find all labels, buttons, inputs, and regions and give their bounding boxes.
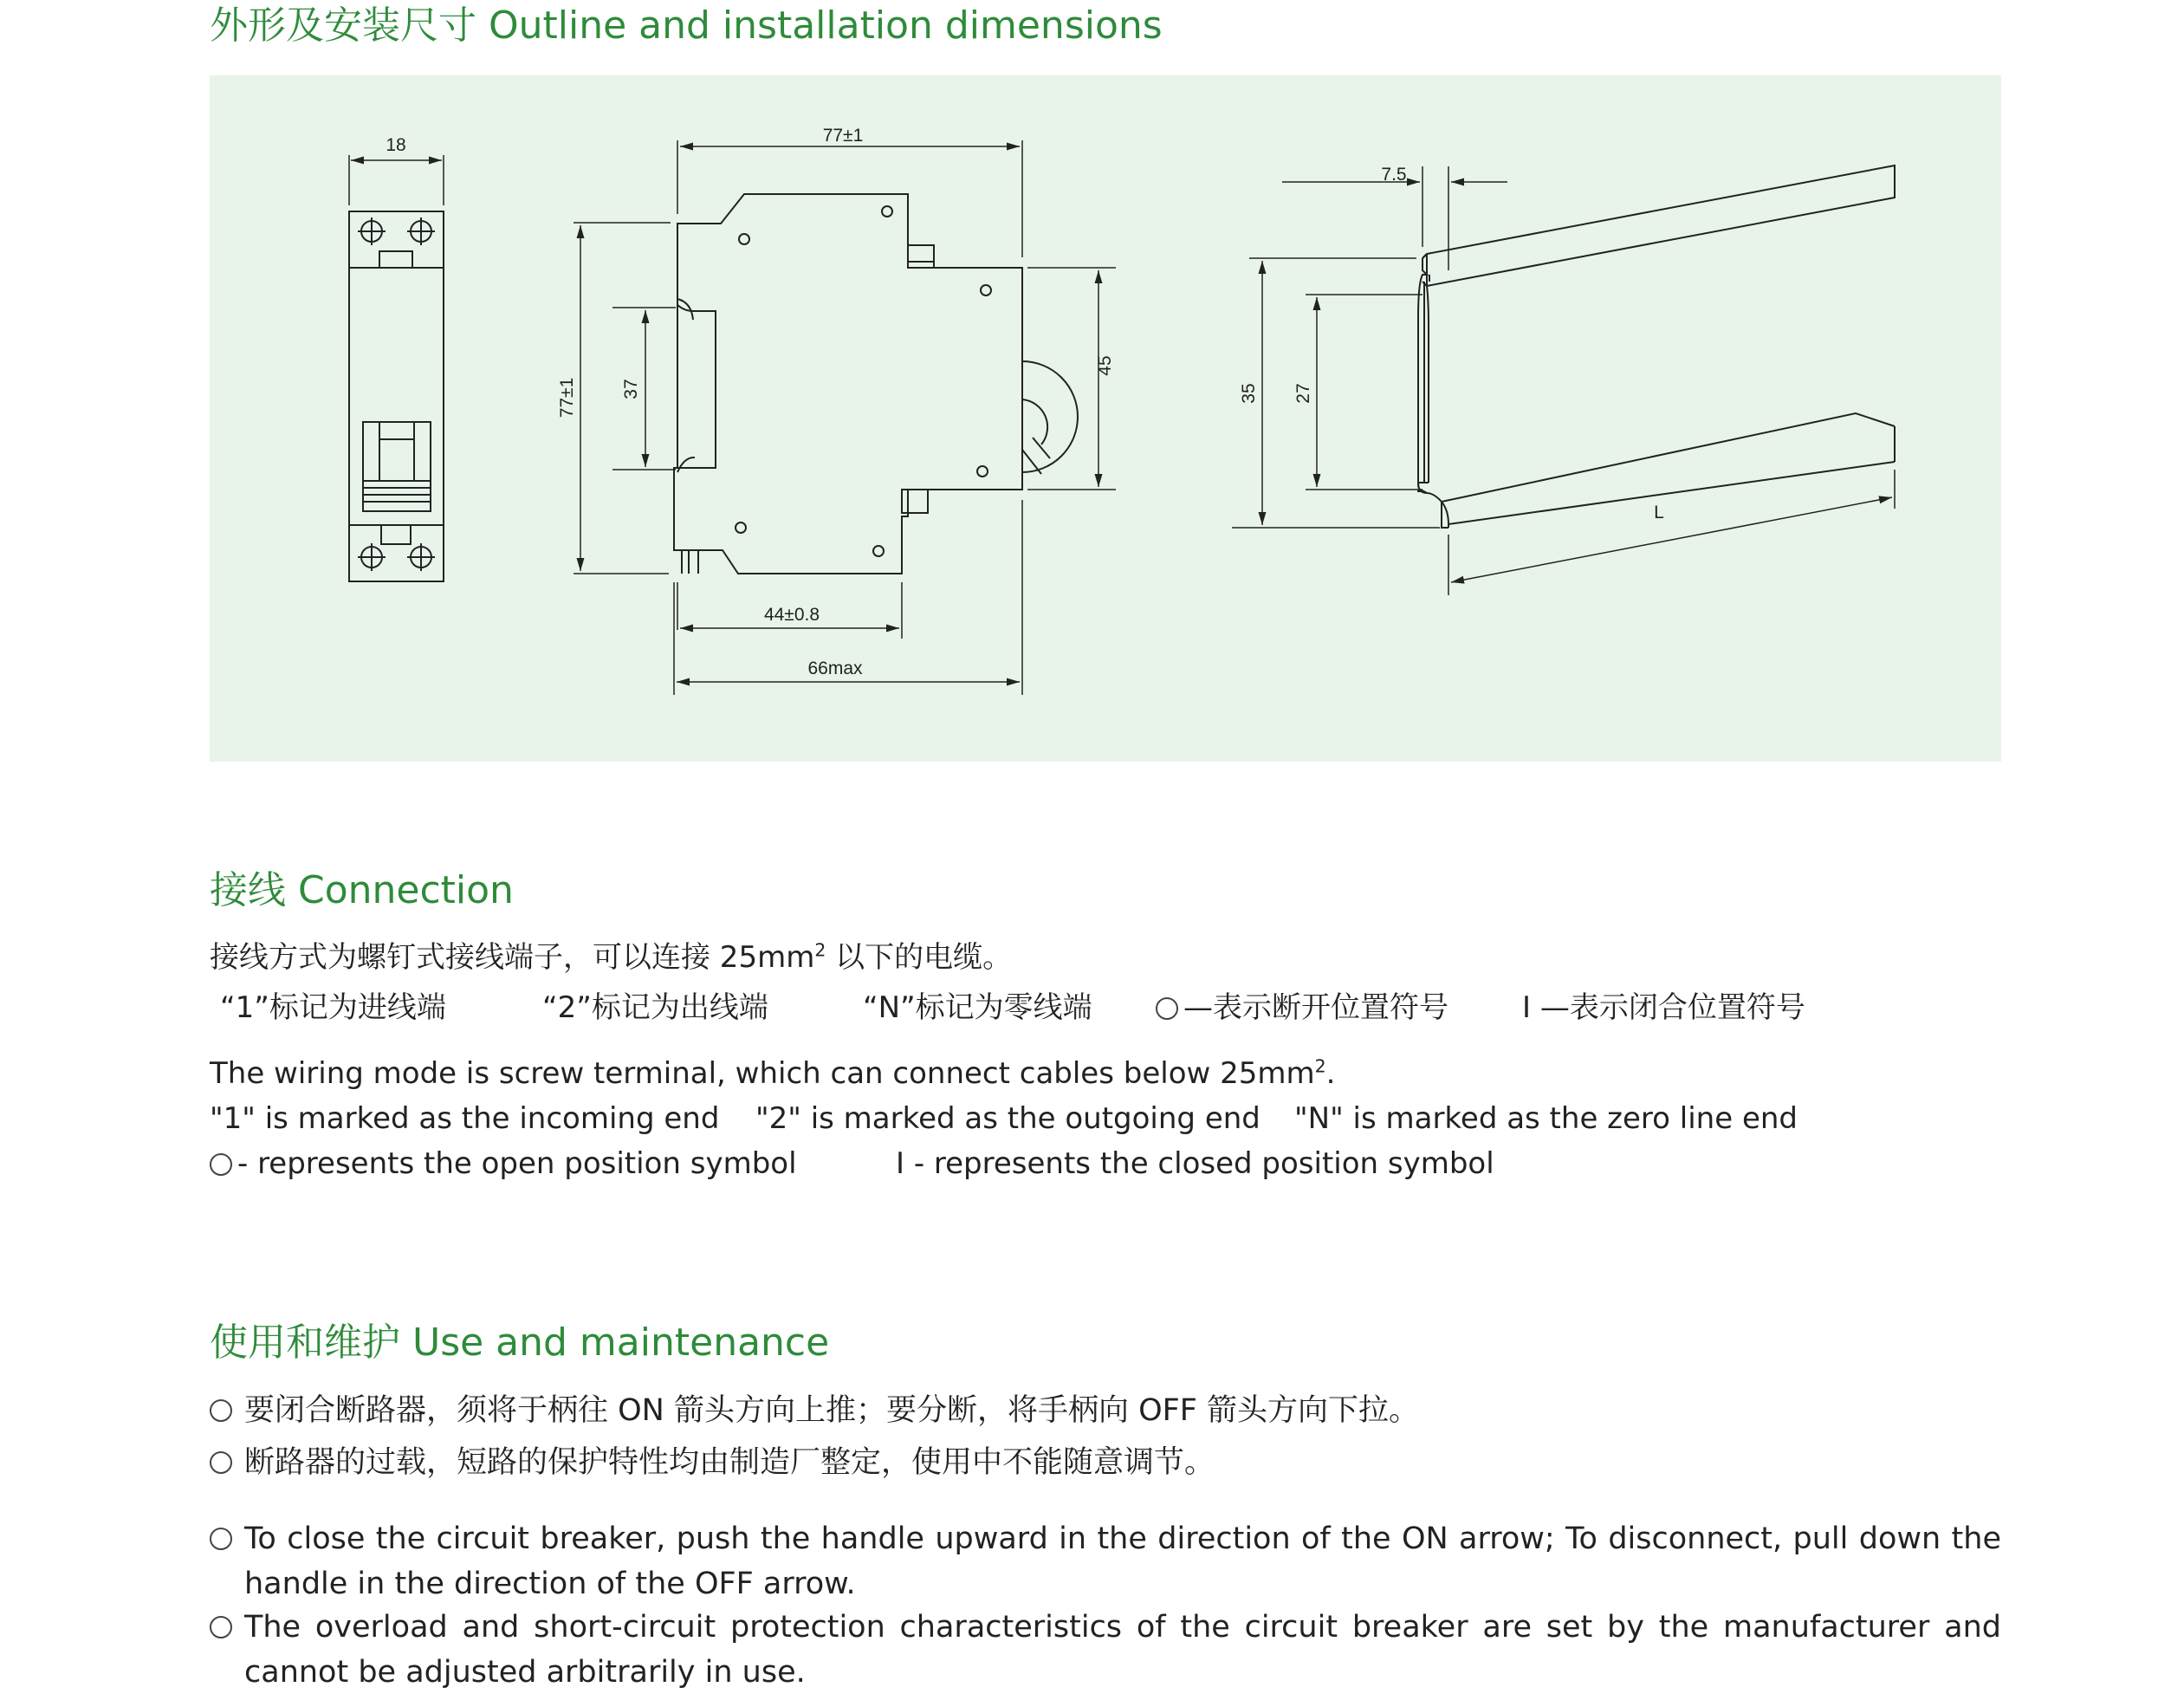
connection-cn-open: —表示断开位置符号 (1156, 993, 1448, 1022)
bullet-circle-icon (210, 1451, 232, 1474)
dim-rail-flange: 7.5 (1381, 165, 1407, 185)
connection-cn-closed: I —表示闭合位置符号 (1522, 990, 1805, 1025)
dim-bottom-max: 66max (807, 659, 863, 678)
dim-inner-height: 37 (621, 379, 641, 399)
connection-en-closed: I - represents the closed position symbol (896, 1146, 1494, 1181)
dim-bottom-inner: 44±0.8 (763, 605, 820, 625)
bullet-circle-icon (210, 1399, 232, 1422)
open-position-symbol-icon (210, 1153, 232, 1176)
connection-en-open: - represents the open position symbol (210, 1149, 797, 1178)
din-rail-view (1232, 165, 1895, 595)
maintenance-cn-item-2: 断路器的过载，短路的保护特性均由制造厂整定，使用中不能随意调节。 (210, 1440, 2001, 1485)
dim-front-width: 18 (386, 135, 406, 155)
dimension-drawing (210, 75, 2001, 762)
maintenance-en-item-2: The overload and short-circuit protection characteristics of the circuit breaker are set by the manufacturer and cannot be adjusted arbitrarily in use. (210, 1605, 2001, 1695)
connection-en-mark1: "1" is marked as the incoming end (210, 1101, 720, 1136)
dim-rail-inner: 27 (1293, 383, 1313, 404)
open-position-symbol-icon (1156, 997, 1178, 1020)
connection-cn-markN: “N”标记为零线端 (863, 990, 1092, 1025)
connection-cn-line1: 接线方式为螺钉式接线端子，可以连接 $25mm^2$ 以下的电缆。 (210, 939, 1013, 975)
connection-cn-mark1: “1”标记为进线端 (220, 990, 446, 1025)
dim-right-height: 45 (1095, 355, 1115, 376)
dim-side-height: 77±1 (557, 377, 577, 419)
maintenance-en-item-1: To close the circuit breaker, push the handle upward in the direction of the ON arrow; To disconnect, pull down the handle in the direction of the OFF arrow. (210, 1516, 2001, 1606)
maintenance-cn-item-1: 要闭合断路器，须将于柄往 ON 箭头方向上推；要分断，将手柄向 OFF 箭头方向下拉。 (210, 1388, 2001, 1433)
section-title-dimensions: 外形及安装尺寸 Outline and installation dimensions (210, 3, 1163, 48)
bullet-circle-icon (210, 1528, 232, 1550)
connection-en-markN: "N" is marked as the zero line end (1294, 1101, 1798, 1136)
section-title-maintenance: 使用和维护 Use and maintenance (210, 1320, 830, 1365)
bullet-circle-icon (210, 1616, 232, 1638)
dim-rail-length: L (1654, 503, 1664, 522)
connection-cn-mark2: “2”标记为出线端 (542, 990, 768, 1025)
front-view (349, 155, 444, 581)
connection-en-mark2: "2" is marked as the outgoing end (755, 1101, 1260, 1136)
dimension-drawing-panel (210, 75, 2001, 762)
dim-side-width: 77±1 (822, 126, 864, 146)
section-title-connection: 接线 Connection (210, 868, 514, 912)
side-view (574, 140, 1116, 695)
connection-en-line1: The wiring mode is screw terminal, which can connect cables below $25mm^2$. (210, 1055, 1336, 1091)
dim-rail-height: 35 (1239, 383, 1259, 404)
